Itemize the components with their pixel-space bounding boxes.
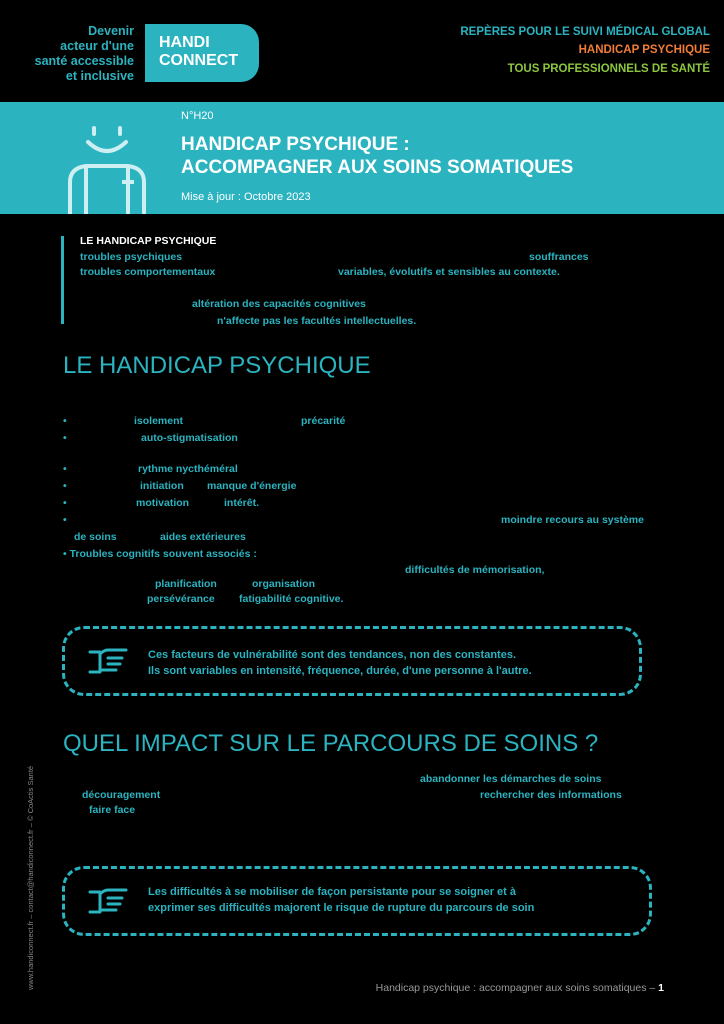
logo-line2: CONNECT: [159, 52, 239, 69]
handiconnect-logo[interactable]: [145, 24, 259, 82]
intro-keyword: altération des capacités cognitives: [192, 298, 366, 310]
note-line: Les difficultés à se mobiliser de façon persistante pour se soigner et à: [148, 886, 517, 898]
intro-keyword: variables, évolutifs et sensibles au contexte.: [338, 266, 560, 278]
footer-text: Handicap psychique : accompagner aux soins somatiques –: [375, 982, 656, 994]
note-text: [148, 884, 534, 916]
bullet-keyword: manque d'énergie: [207, 480, 297, 492]
bullet: •: [63, 463, 67, 475]
section-title-handicap: LE HANDICAP PSYCHIQUE: [63, 352, 371, 379]
bullet-keyword: aides extérieures: [160, 531, 246, 543]
bullet-keyword: de soins: [74, 531, 117, 543]
bullet-keyword: précarité: [301, 415, 346, 427]
bullet-keyword: difficultés de mémorisation,: [405, 564, 545, 576]
intro-heading: LE HANDICAP PSYCHIQUE: [80, 235, 217, 247]
tagline-line: acteur d'une: [60, 39, 134, 53]
note-line: Ils sont variables en intensité, fréquence, durée, d'une personne à l'autre.: [148, 665, 532, 677]
bullet-keyword: isolement: [134, 415, 184, 427]
side-contact-text: [24, 720, 36, 990]
bullet-keyword: initiation: [140, 480, 184, 492]
update-date: Mise à jour : Octobre 2023: [181, 191, 311, 203]
tagline-line: et inclusive: [65, 69, 134, 83]
note-text: [148, 647, 532, 679]
header-audience: TOUS PROFESSIONNELS DE SANTÉ: [507, 63, 710, 75]
section-title-impact: QUEL IMPACT SUR LE PARCOURS DE SOINS ?: [63, 730, 599, 757]
bullet-keyword: persévérance: [147, 593, 215, 605]
hand-pointing-icon: [86, 882, 130, 918]
bullet: •: [63, 415, 67, 427]
header-category: REPÈRES POUR LE SUIVI MÉDICAL GLOBAL: [460, 26, 710, 38]
logo-line1: HANDI: [159, 34, 210, 51]
tagline-line: Devenir: [88, 24, 134, 38]
page-number: 1: [658, 982, 664, 994]
bullet-keyword: rythme nycthéméral: [138, 463, 238, 475]
side-contact-label: www.handiconnect.fr – contact@handiconnect.fr – © CoActis Santé: [26, 765, 35, 990]
bullet-keyword: planification: [155, 578, 217, 590]
page-title: [181, 133, 573, 179]
impact-keyword: faire face: [89, 804, 136, 816]
bullet: •: [63, 432, 67, 444]
doctor-icon: [64, 120, 150, 214]
bullet-keyword: moindre recours au système: [501, 514, 644, 526]
bullet-keyword: motivation: [136, 497, 190, 509]
bullet-keyword: auto-stigmatisation: [141, 432, 238, 444]
intro-keyword: souffrances: [529, 251, 589, 263]
page-footer: [376, 982, 664, 994]
intro-rule: [61, 236, 64, 324]
intro-keyword: troubles comportementaux: [80, 266, 216, 278]
bullet-keyword: fatigabilité cognitive.: [239, 593, 344, 605]
impact-keyword: rechercher des informations: [480, 789, 622, 801]
bullet-keyword: intérêt.: [224, 497, 260, 509]
intro-keyword: troubles psychiques: [80, 251, 183, 263]
impact-keyword: découragement: [82, 789, 161, 801]
intro-keyword: n'affecte pas les facultés intellectuelles.: [217, 315, 417, 327]
bullet-heading: • Troubles cognitifs souvent associés :: [63, 548, 257, 560]
tagline-line: santé accessible: [34, 54, 134, 68]
title-line: ACCOMPAGNER AUX SOINS SOMATIQUES: [181, 157, 574, 178]
title-line: HANDICAP PSYCHIQUE :: [181, 134, 410, 155]
document-number: N°H20: [181, 110, 214, 122]
bullet: •: [63, 514, 67, 526]
header-topic: HANDICAP PSYCHIQUE: [578, 44, 710, 56]
bullet: •: [63, 480, 67, 492]
note-line: Ces facteurs de vulnérabilité sont des tendances, non des constantes.: [148, 649, 516, 661]
hand-pointing-icon: [86, 642, 130, 678]
tagline: [20, 24, 134, 84]
impact-keyword: abandonner les démarches de soins: [420, 773, 602, 785]
bullet-keyword: organisation: [252, 578, 316, 590]
note-line: exprimer ses difficultés majorent le risque de rupture du parcours de soin: [148, 902, 535, 914]
bullet: •: [63, 497, 67, 509]
